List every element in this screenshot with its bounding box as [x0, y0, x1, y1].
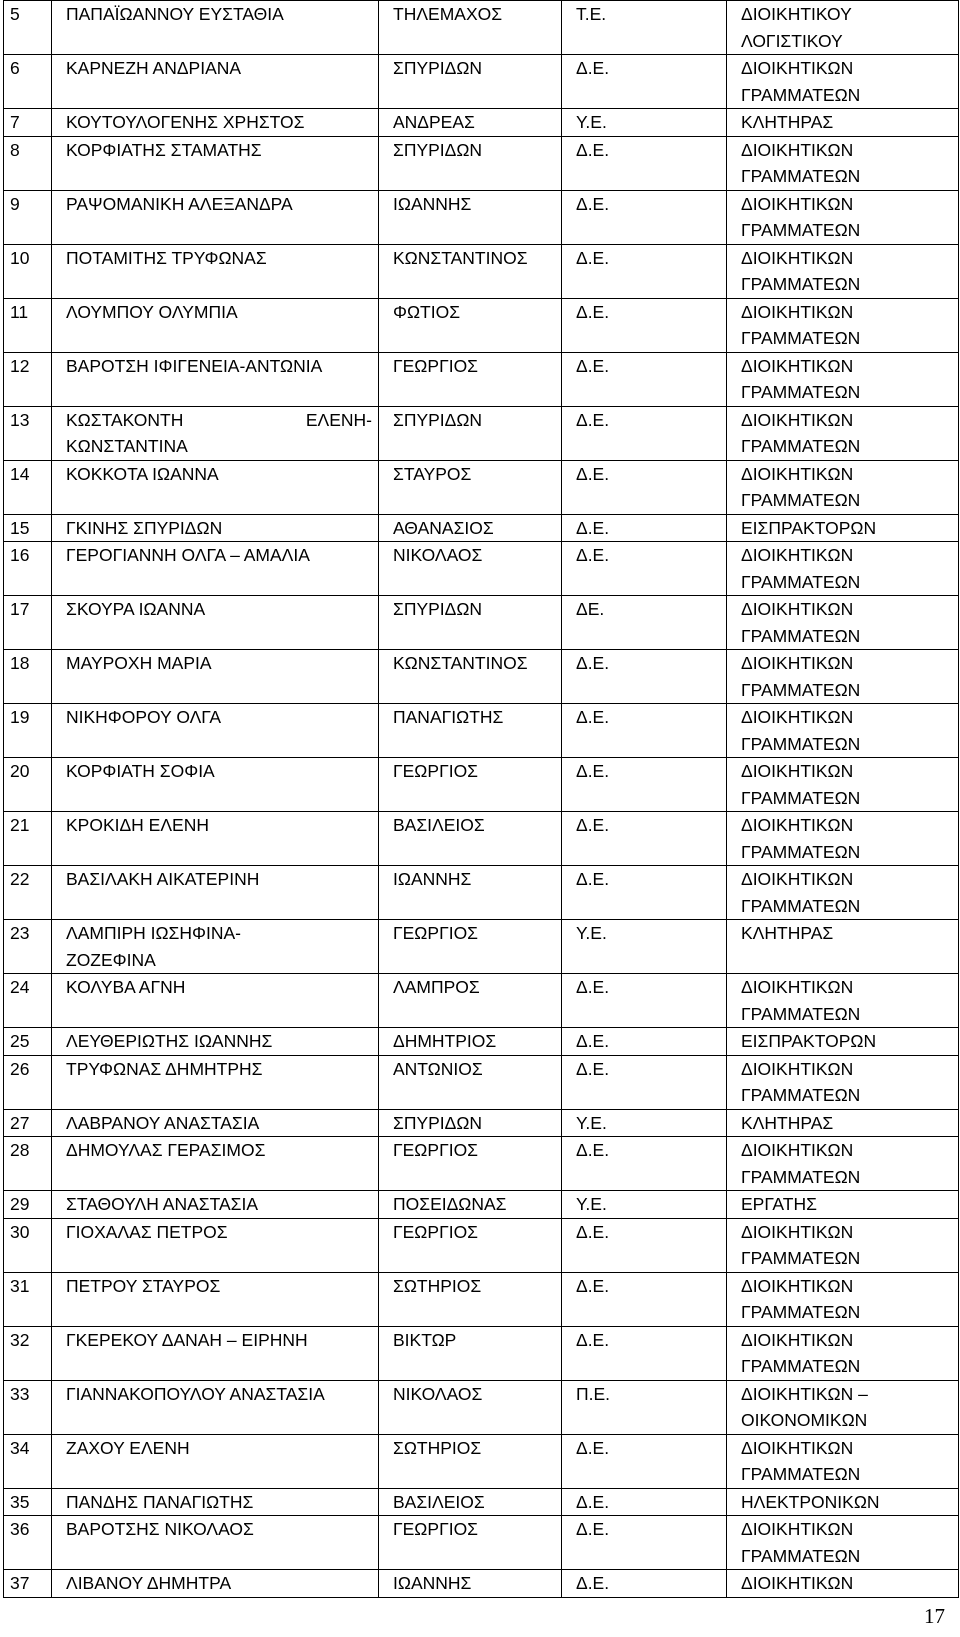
row-number-cell: 16: [4, 542, 52, 596]
row-number-cell: 12: [4, 352, 52, 406]
specialty-cell: ΔΙΟΙΚΗΤΙΚΟΥ ΛΟΓΙΣΤΙΚΟΥ: [727, 1, 959, 55]
specialty-cell: ΔΙΟΙΚΗΤΙΚΩΝ ΓΡΑΜΜΑΤΕΩΝ: [727, 542, 959, 596]
table-row: [4, 1570, 959, 1598]
education-category-cell: Δ.Ε.: [562, 812, 727, 866]
table-row: [4, 244, 959, 298]
full-name-cell: ΒΑΡΟΤΣΗΣ ΝΙΚΟΛΑΟΣ: [52, 1516, 379, 1570]
specialty-cell: ΔΙΟΙΚΗΤΙΚΩΝ – ΟΙΚΟΝΟΜΙΚΩΝ: [727, 1380, 959, 1434]
father-name-cell: ΚΩΝΣΤΑΝΤΙΝΟΣ: [379, 244, 562, 298]
full-name-cell: ΒΑΡΟΤΣΗ ΙΦΙΓΕΝΕΙΑ-ΑΝΤΩΝΙΑ: [52, 352, 379, 406]
table-body: [4, 1, 959, 1598]
full-name-cell: ΚΟΛΥΒΑ ΑΓΝΗ: [52, 974, 379, 1028]
table-row: [4, 866, 959, 920]
full-name-cell: ΚΑΡΝΕΖΗ ΑΝΔΡΙΑΝΑ: [52, 55, 379, 109]
full-name-cell: ΚΟΥΤΟΥΛΟΓΕΝΗΣ ΧΡΗΣΤΟΣ: [52, 109, 379, 137]
father-name-cell: ΣΩΤΗΡΙΟΣ: [379, 1272, 562, 1326]
full-name-cell: ΣΤΑΘΟΥΛΗ ΑΝΑΣΤΑΣΙΑ: [52, 1191, 379, 1219]
education-category-cell: Δ.Ε.: [562, 650, 727, 704]
table-row: [4, 136, 959, 190]
specialty-cell: ΕΙΣΠΡΑΚΤΟΡΩΝ: [727, 1028, 959, 1056]
education-category-cell: Δ.Ε.: [562, 1488, 727, 1516]
specialty-cell: ΔΙΟΙΚΗΤΙΚΩΝ ΓΡΑΜΜΑΤΕΩΝ: [727, 1326, 959, 1380]
full-name-cell: ΠΑΠΑΪΩΑΝΝΟΥ ΕΥΣΤΑΘΙΑ: [52, 1, 379, 55]
education-category-cell: Δ.Ε.: [562, 1326, 727, 1380]
education-category-cell: Δ.Ε.: [562, 190, 727, 244]
father-name-cell: ΙΩΑΝΝΗΣ: [379, 190, 562, 244]
row-number-cell: 22: [4, 866, 52, 920]
education-category-cell: ΔΕ.: [562, 596, 727, 650]
specialty-cell: ΔΙΟΙΚΗΤΙΚΩΝ ΓΡΑΜΜΑΤΕΩΝ: [727, 812, 959, 866]
father-name-cell: ΓΕΩΡΓΙΟΣ: [379, 1137, 562, 1191]
specialty-cell: ΔΙΟΙΚΗΤΙΚΩΝ ΓΡΑΜΜΑΤΕΩΝ: [727, 1218, 959, 1272]
education-category-cell: Δ.Ε.: [562, 298, 727, 352]
row-number-cell: 30: [4, 1218, 52, 1272]
specialty-cell: ΔΙΟΙΚΗΤΙΚΩΝ ΓΡΑΜΜΑΤΕΩΝ: [727, 866, 959, 920]
table-row: [4, 406, 959, 460]
specialty-cell: ΔΙΟΙΚΗΤΙΚΩΝ ΓΡΑΜΜΑΤΕΩΝ: [727, 650, 959, 704]
table-row: [4, 190, 959, 244]
father-name-cell: ΑΝΤΩΝΙΟΣ: [379, 1055, 562, 1109]
table-row: [4, 812, 959, 866]
table-row: [4, 1488, 959, 1516]
specialty-cell: ΔΙΟΙΚΗΤΙΚΩΝ ΓΡΑΜΜΑΤΕΩΝ: [727, 1055, 959, 1109]
education-category-cell: Υ.Ε.: [562, 1109, 727, 1137]
father-name-cell: ΝΙΚΟΛΑΟΣ: [379, 1380, 562, 1434]
table-row: [4, 650, 959, 704]
row-number-cell: 26: [4, 1055, 52, 1109]
row-number-cell: 33: [4, 1380, 52, 1434]
father-name-cell: ΣΠΥΡΙΔΩΝ: [379, 55, 562, 109]
father-name-cell: ΙΩΑΝΝΗΣ: [379, 866, 562, 920]
row-number-cell: 8: [4, 136, 52, 190]
father-name-cell: ΛΑΜΠΡΟΣ: [379, 974, 562, 1028]
table-row: [4, 974, 959, 1028]
education-category-cell: Δ.Ε.: [562, 55, 727, 109]
table-row: [4, 1218, 959, 1272]
row-number-cell: 35: [4, 1488, 52, 1516]
father-name-cell: ΒΑΣΙΛΕΙΟΣ: [379, 812, 562, 866]
full-name-cell: ΚΟΡΦΙΑΤΗ ΣΟΦΙΑ: [52, 758, 379, 812]
table-row: [4, 55, 959, 109]
full-name-cell: ΚΩΣΤΑΚΟΝΤΗ ΕΛΕΝΗ-ΚΩΝΣΤΑΝΤΙΝΑ: [52, 406, 379, 460]
full-name-cell: ΣΚΟΥΡΑ ΙΩΑΝΝΑ: [52, 596, 379, 650]
father-name-cell: ΝΙΚΟΛΑΟΣ: [379, 542, 562, 596]
specialty-cell: ΔΙΟΙΚΗΤΙΚΩΝ ΓΡΑΜΜΑΤΕΩΝ: [727, 704, 959, 758]
father-name-cell: ΠΑΝΑΓΙΩΤΗΣ: [379, 704, 562, 758]
father-name-cell: ΙΩΑΝΝΗΣ: [379, 1570, 562, 1598]
education-category-cell: Υ.Ε.: [562, 1191, 727, 1219]
table-row: [4, 1028, 959, 1056]
table-row: [4, 1109, 959, 1137]
specialty-cell: ΕΙΣΠΡΑΚΤΟΡΩΝ: [727, 514, 959, 542]
specialty-cell: ΔΙΟΙΚΗΤΙΚΩΝ ΓΡΑΜΜΑΤΕΩΝ: [727, 974, 959, 1028]
education-category-cell: Δ.Ε.: [562, 1570, 727, 1598]
specialty-cell: ΔΙΟΙΚΗΤΙΚΩΝ ΓΡΑΜΜΑΤΕΩΝ: [727, 406, 959, 460]
full-name-cell: ΜΑΥΡΟΧΗ ΜΑΡΙΑ: [52, 650, 379, 704]
education-category-cell: Δ.Ε.: [562, 758, 727, 812]
full-name-cell: ΝΙΚΗΦΟΡΟΥ ΟΛΓΑ: [52, 704, 379, 758]
education-category-cell: Τ.Ε.: [562, 1, 727, 55]
row-number-cell: 17: [4, 596, 52, 650]
education-category-cell: Δ.Ε.: [562, 1516, 727, 1570]
full-name-cell: ΛΑΜΠΙΡΗ ΙΩΣΗΦΙΝΑ- ΖΟΖΕΦΙΝΑ: [52, 920, 379, 974]
full-name-cell: ΠΟΤΑΜΙΤΗΣ ΤΡΥΦΩΝΑΣ: [52, 244, 379, 298]
education-category-cell: Δ.Ε.: [562, 1055, 727, 1109]
table-row: [4, 758, 959, 812]
table-row: [4, 1272, 959, 1326]
full-name-cell: ΤΡΥΦΩΝΑΣ ΔΗΜΗΤΡΗΣ: [52, 1055, 379, 1109]
education-category-cell: Δ.Ε.: [562, 244, 727, 298]
full-name-cell: ΓΕΡΟΓΙΑΝΝΗ ΟΛΓΑ – ΑΜΑΛΙΑ: [52, 542, 379, 596]
father-name-cell: ΤΗΛΕΜΑΧΟΣ: [379, 1, 562, 55]
row-number-cell: 24: [4, 974, 52, 1028]
full-name-cell: ΚΟΡΦΙΑΤΗΣ ΣΤΑΜΑΤΗΣ: [52, 136, 379, 190]
table-row: [4, 920, 959, 974]
specialty-cell: ΔΙΟΙΚΗΤΙΚΩΝ ΓΡΑΜΜΑΤΕΩΝ: [727, 1272, 959, 1326]
education-category-cell: Δ.Ε.: [562, 1028, 727, 1056]
specialty-cell: ΔΙΟΙΚΗΤΙΚΩΝ ΓΡΑΜΜΑΤΕΩΝ: [727, 596, 959, 650]
full-name-cell: ΓΙΑΝΝΑΚΟΠΟΥΛΟΥ ΑΝΑΣΤΑΣΙΑ: [52, 1380, 379, 1434]
row-number-cell: 20: [4, 758, 52, 812]
full-name-cell: ΠΕΤΡΟΥ ΣΤΑΥΡΟΣ: [52, 1272, 379, 1326]
education-category-cell: Δ.Ε.: [562, 1137, 727, 1191]
father-name-cell: ΣΠΥΡΙΔΩΝ: [379, 406, 562, 460]
education-category-cell: Δ.Ε.: [562, 704, 727, 758]
specialty-cell: ΚΛΗΤΗΡΑΣ: [727, 1109, 959, 1137]
father-name-cell: ΚΩΝΣΤΑΝΤΙΝΟΣ: [379, 650, 562, 704]
row-number-cell: 10: [4, 244, 52, 298]
specialty-cell: ΚΛΗΤΗΡΑΣ: [727, 109, 959, 137]
specialty-cell: ΕΡΓΑΤΗΣ: [727, 1191, 959, 1219]
row-number-cell: 11: [4, 298, 52, 352]
education-category-cell: Δ.Ε.: [562, 1434, 727, 1488]
specialty-cell: ΔΙΟΙΚΗΤΙΚΩΝ ΓΡΑΜΜΑΤΕΩΝ: [727, 298, 959, 352]
table-row: [4, 298, 959, 352]
specialty-cell: ΔΙΟΙΚΗΤΙΚΩΝ ΓΡΑΜΜΑΤΕΩΝ: [727, 1516, 959, 1570]
specialty-cell: ΔΙΟΙΚΗΤΙΚΩΝ ΓΡΑΜΜΑΤΕΩΝ: [727, 55, 959, 109]
education-category-cell: Δ.Ε.: [562, 136, 727, 190]
full-name-cell: ΚΡΟΚΙΔΗ ΕΛΕΝΗ: [52, 812, 379, 866]
table-row: [4, 1137, 959, 1191]
row-number-cell: 21: [4, 812, 52, 866]
row-number-cell: 37: [4, 1570, 52, 1598]
row-number-cell: 7: [4, 109, 52, 137]
row-number-cell: 14: [4, 460, 52, 514]
full-name-cell: ΛΕΥΘΕΡΙΩΤΗΣ ΙΩΑΝΝΗΣ: [52, 1028, 379, 1056]
specialty-cell: ΔΙΟΙΚΗΤΙΚΩΝ ΓΡΑΜΜΑΤΕΩΝ: [727, 1434, 959, 1488]
table-row: [4, 1516, 959, 1570]
education-category-cell: Δ.Ε.: [562, 514, 727, 542]
specialty-cell: ΔΙΟΙΚΗΤΙΚΩΝ ΓΡΑΜΜΑΤΕΩΝ: [727, 460, 959, 514]
education-category-cell: Π.Ε.: [562, 1380, 727, 1434]
full-name-cell: ΔΗΜΟΥΛΑΣ ΓΕΡΑΣΙΜΟΣ: [52, 1137, 379, 1191]
specialty-cell: ΔΙΟΙΚΗΤΙΚΩΝ: [727, 1570, 959, 1598]
education-category-cell: Υ.Ε.: [562, 109, 727, 137]
row-number-cell: 23: [4, 920, 52, 974]
table-row: [4, 460, 959, 514]
full-name-cell: ΠΑΝΔΗΣ ΠΑΝΑΓΙΩΤΗΣ: [52, 1488, 379, 1516]
specialty-cell: ΔΙΟΙΚΗΤΙΚΩΝ ΓΡΑΜΜΑΤΕΩΝ: [727, 758, 959, 812]
table-row: [4, 1, 959, 55]
employee-table: [3, 0, 959, 1598]
father-name-cell: ΑΘΑΝΑΣΙΟΣ: [379, 514, 562, 542]
table-row: [4, 704, 959, 758]
row-number-cell: 27: [4, 1109, 52, 1137]
father-name-cell: ΓΕΩΡΓΙΟΣ: [379, 920, 562, 974]
row-number-cell: 25: [4, 1028, 52, 1056]
education-category-cell: Δ.Ε.: [562, 1272, 727, 1326]
father-name-cell: ΣΠΥΡΙΔΩΝ: [379, 596, 562, 650]
row-number-cell: 13: [4, 406, 52, 460]
page-number: 17: [924, 1604, 945, 1628]
full-name-cell: ΓΚΙΝΗΣ ΣΠΥΡΙΔΩΝ: [52, 514, 379, 542]
table-row: [4, 1191, 959, 1219]
table-row: [4, 514, 959, 542]
full-name-cell: ΚΟΚΚΟΤΑ ΙΩΑΝΝΑ: [52, 460, 379, 514]
father-name-cell: ΓΕΩΡΓΙΟΣ: [379, 1218, 562, 1272]
education-category-cell: Δ.Ε.: [562, 460, 727, 514]
table-row: [4, 352, 959, 406]
education-category-cell: Δ.Ε.: [562, 866, 727, 920]
full-name-cell: ΓΚΕΡΕΚΟΥ ΔΑΝΑΗ – ΕΙΡΗΝΗ: [52, 1326, 379, 1380]
father-name-cell: ΣΩΤΗΡΙΟΣ: [379, 1434, 562, 1488]
education-category-cell: Δ.Ε.: [562, 1218, 727, 1272]
specialty-cell: ΔΙΟΙΚΗΤΙΚΩΝ ΓΡΑΜΜΑΤΕΩΝ: [727, 244, 959, 298]
table-row: [4, 596, 959, 650]
table-row: [4, 109, 959, 137]
full-name-cell: ΒΑΣΙΛΑΚΗ ΑΙΚΑΤΕΡΙΝΗ: [52, 866, 379, 920]
specialty-cell: ΔΙΟΙΚΗΤΙΚΩΝ ΓΡΑΜΜΑΤΕΩΝ: [727, 1137, 959, 1191]
row-number-cell: 5: [4, 1, 52, 55]
row-number-cell: 19: [4, 704, 52, 758]
father-name-cell: ΔΗΜΗΤΡΙΟΣ: [379, 1028, 562, 1056]
full-name-cell: ΛΑΒΡΑΝΟΥ ΑΝΑΣΤΑΣΙΑ: [52, 1109, 379, 1137]
row-number-cell: 15: [4, 514, 52, 542]
education-category-cell: Δ.Ε.: [562, 406, 727, 460]
father-name-cell: ΓΕΩΡΓΙΟΣ: [379, 758, 562, 812]
row-number-cell: 31: [4, 1272, 52, 1326]
education-category-cell: Δ.Ε.: [562, 352, 727, 406]
father-name-cell: ΣΠΥΡΙΔΩΝ: [379, 1109, 562, 1137]
full-name-cell: ΛΟΥΜΠΟΥ ΟΛΥΜΠΙΑ: [52, 298, 379, 352]
specialty-cell: ΚΛΗΤΗΡΑΣ: [727, 920, 959, 974]
father-name-cell: ΑΝΔΡΕΑΣ: [379, 109, 562, 137]
row-number-cell: 36: [4, 1516, 52, 1570]
full-name-cell: ΖΑΧΟΥ ΕΛΕΝΗ: [52, 1434, 379, 1488]
table-row: [4, 1326, 959, 1380]
specialty-cell: ΔΙΟΙΚΗΤΙΚΩΝ ΓΡΑΜΜΑΤΕΩΝ: [727, 352, 959, 406]
father-name-cell: ΣΠΥΡΙΔΩΝ: [379, 136, 562, 190]
table-row: [4, 1434, 959, 1488]
full-name-cell: ΡΑΨΟΜΑΝΙΚΗ ΑΛΕΞΑΝΔΡΑ: [52, 190, 379, 244]
education-category-cell: Δ.Ε.: [562, 974, 727, 1028]
father-name-cell: ΦΩΤΙΟΣ: [379, 298, 562, 352]
table-row: [4, 1055, 959, 1109]
row-number-cell: 28: [4, 1137, 52, 1191]
row-number-cell: 18: [4, 650, 52, 704]
row-number-cell: 9: [4, 190, 52, 244]
full-name-cell: ΓΙΟΧΑΛΑΣ ΠΕΤΡΟΣ: [52, 1218, 379, 1272]
specialty-cell: ΔΙΟΙΚΗΤΙΚΩΝ ΓΡΑΜΜΑΤΕΩΝ: [727, 190, 959, 244]
table-row: [4, 542, 959, 596]
education-category-cell: Υ.Ε.: [562, 920, 727, 974]
education-category-cell: Δ.Ε.: [562, 542, 727, 596]
father-name-cell: ΒΑΣΙΛΕΙΟΣ: [379, 1488, 562, 1516]
row-number-cell: 29: [4, 1191, 52, 1219]
father-name-cell: ΓΕΩΡΓΙΟΣ: [379, 1516, 562, 1570]
father-name-cell: ΒΙΚΤΩΡ: [379, 1326, 562, 1380]
specialty-cell: ΔΙΟΙΚΗΤΙΚΩΝ ΓΡΑΜΜΑΤΕΩΝ: [727, 136, 959, 190]
specialty-cell: ΗΛΕΚΤΡΟΝΙΚΩΝ: [727, 1488, 959, 1516]
row-number-cell: 32: [4, 1326, 52, 1380]
father-name-cell: ΠΟΣΕΙΔΩΝΑΣ: [379, 1191, 562, 1219]
table-row: [4, 1380, 959, 1434]
row-number-cell: 6: [4, 55, 52, 109]
father-name-cell: ΣΤΑΥΡΟΣ: [379, 460, 562, 514]
full-name-cell: ΛΙΒΑΝΟΥ ΔΗΜΗΤΡΑ: [52, 1570, 379, 1598]
row-number-cell: 34: [4, 1434, 52, 1488]
father-name-cell: ΓΕΩΡΓΙΟΣ: [379, 352, 562, 406]
